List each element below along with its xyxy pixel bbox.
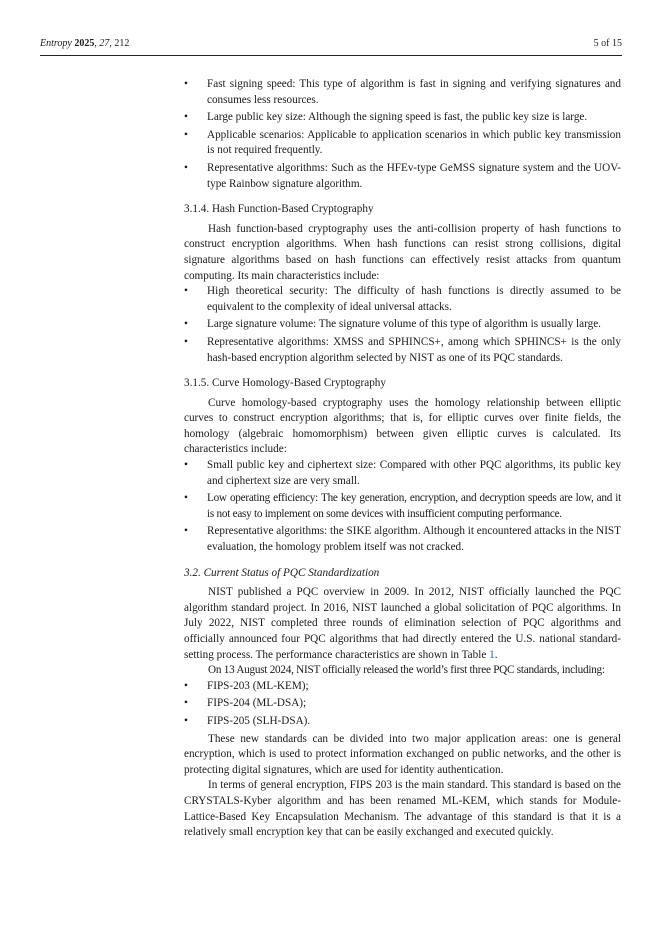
table-reference-link[interactable]: 1 [489,648,495,661]
journal-volume: 27 [99,38,110,49]
paragraph: NIST published a PQC overview in 2009. In 2012, NIST officially launched the PQC algorithm standard project. In 2016, NIST launched a global solicitation of PQC algorithms. In July 2022, NIST completed three rounds of elimination selection of PQC algorithms and officially announced four PQC algorithms that had directly entered the U.S. national standard-setting process. The performance characteristics are shown in Table 1. [184,586,621,661]
section-heading-3-1-5: 3.1.5. Curve Homology-Based Cryptography [184,377,386,390]
list-item: • Small public key and ciphertext size: Compared with other PQC algorithms, its public key and ciphertext size are very small. [184,459,621,487]
page-body [184,77,621,841]
paragraph: These new standards can be divided into two major application areas: one is general encryption, which is used to protect information exchanged on public networks, and the other is protecting digital signatures, which are used for identity authentication. [184,732,621,776]
list-item: • Applicable scenarios: Applicable to application scenarios in which public key transmission is not required frequently. [184,128,621,157]
list-item: • Representative algorithms: XMSS and SPHINCS+, among which SPHINCS+ is the only hash-based encryption algorithm selected by NIST as one of its PQC standards. [184,335,621,364]
list-item: • Large public key size: Although the signing speed is fast, the public key size is large. [184,111,588,124]
journal-citation: Entropy 2025, 27, 212 [40,38,130,49]
bullet-list-hash [184,284,621,366]
journal-name: Entropy [40,38,72,49]
list-item: • Fast signing speed: This type of algorithm is fast in signing and verifying signatures and consumes less resources. [184,78,621,106]
section-heading-3-1-4: 3.1.4. Hash Function-Based Cryptography [184,203,374,216]
list-item: • FIPS-205 (SLH-DSA). [184,714,311,727]
page-header [40,37,622,56]
bullet-list-curve [184,458,621,556]
list-item: • Representative algorithms: Such as the HFEv-type GeMSS signature system and the UOV-type Rainbow signature algorithm. [184,161,621,190]
paragraph: Hash function-based cryptography uses the anti-collision property of hash functions to construct encryption algorithms. When hash functions can resist strong collisions, digital signature algorithms based on hash functions can effectively resist attacks from quantum computing. Its main characteristics include: [184,222,621,282]
paragraph: On 13 August 2024, NIST officially released the world’s first three PQC standards, including: [208,664,605,677]
bullet-list-standards [184,679,621,730]
article-number: 212 [114,38,130,49]
paragraph: In terms of general encryption, FIPS 203 is the main standard. This standard is based on the CRYSTALS-Kyber algorithm and has been renamed ML-KEM, which stands for Module-Lattice-Based Key Encapsulation Mechanism. The advantage of this standard is that it is a relatively small encryption key that can be easily exchanged and executed quickly. [184,779,621,839]
page-number: 5 of 15 [593,38,622,49]
list-item: • Representative algorithms: the SIKE algorithm. Although it encountered attacks in the NIST evaluation, the homology problem itself was not cracked. [184,525,621,554]
list-item: • High theoretical security: The difficulty of hash functions is directly assumed to be equivalent to the complexity of ideal universal attacks. [184,285,621,313]
list-item: • Large signature volume: The signature volume of this type of algorithm is usually large. [184,318,601,331]
list-item: • FIPS-203 (ML-KEM); [184,679,309,692]
list-item: • FIPS-204 (ML-DSA); [184,697,307,710]
bullet-list-multivariate [184,77,621,192]
list-item: • Low operating efficiency: The key generation, encryption, and decryption speeds are low, and it is not easy to implement on some devices with insufficient computing performance. [184,492,621,520]
journal-year: 2025 [74,38,95,49]
section-heading-3-2: 3.2. Current Status of PQC Standardization [184,566,380,579]
paragraph: Curve homology-based cryptography uses the homology relationship between elliptic curves to construct encryption algorithms; that is, for elliptic curves over finite fields, the homology (algebraic homomorphism) between given elliptic curves is calculated. Its characteristics include: [184,396,621,456]
